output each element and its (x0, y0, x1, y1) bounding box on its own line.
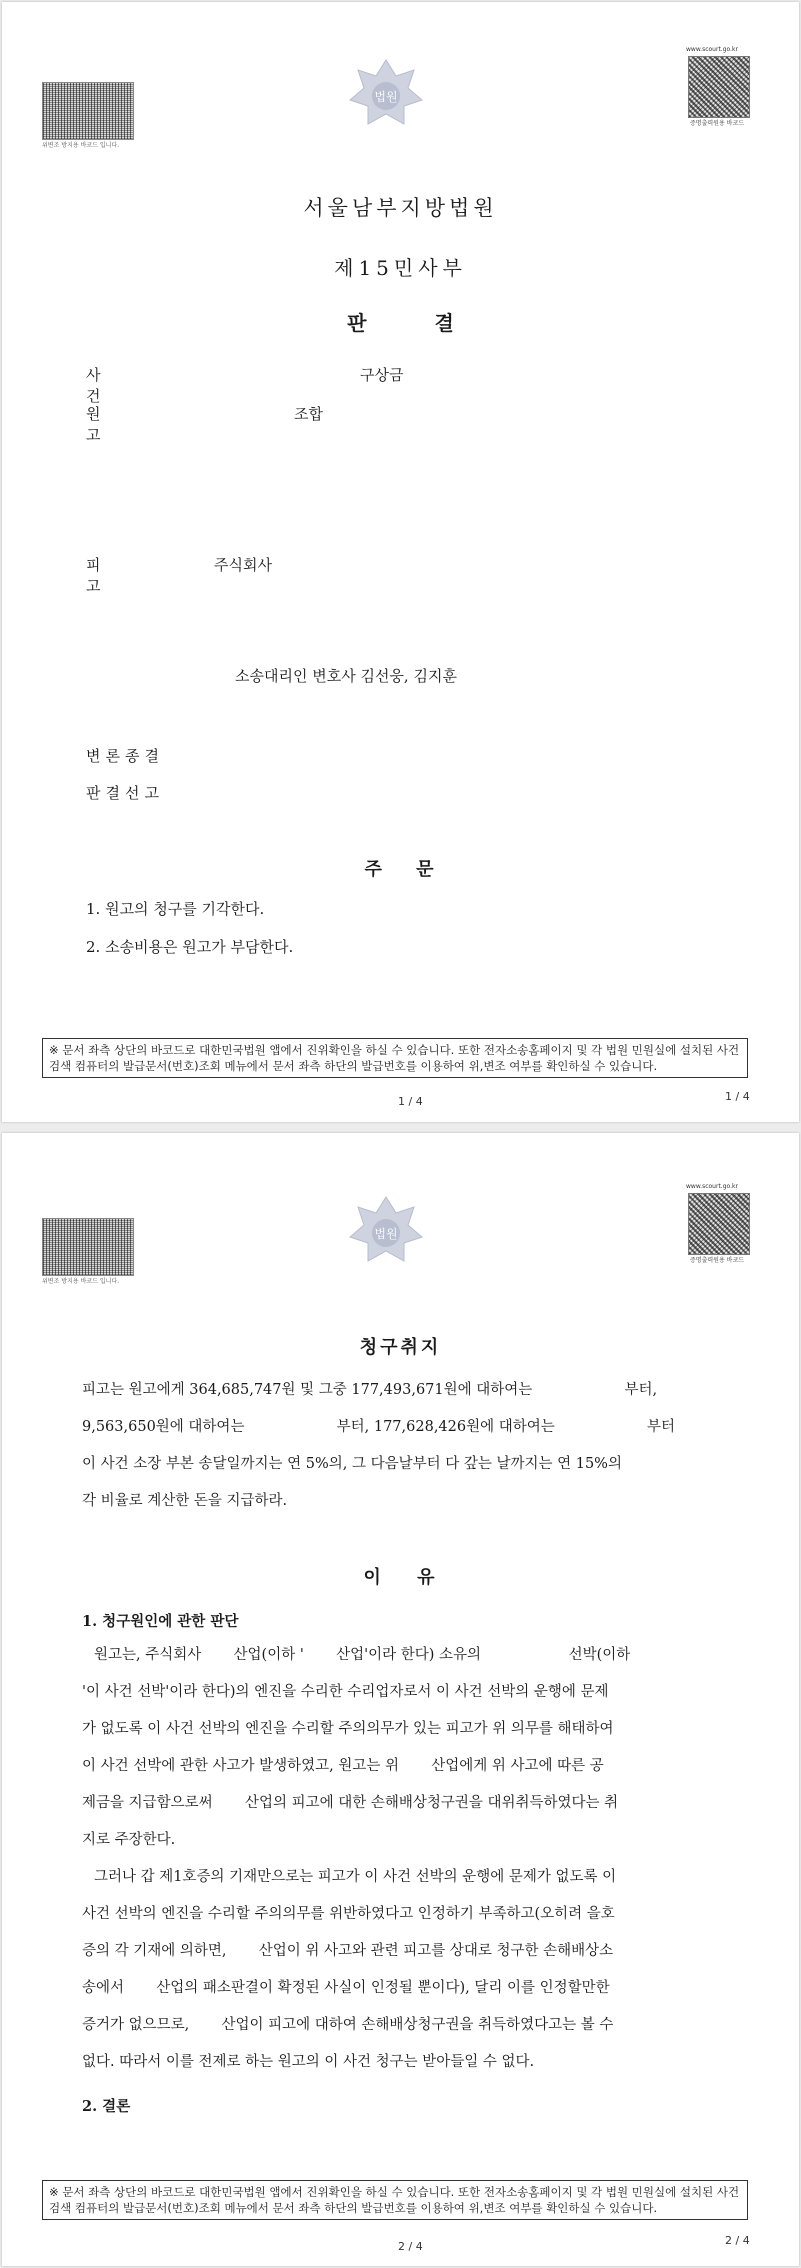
reason-body (82, 1637, 702, 2081)
svg-text:법원: 법원 (374, 90, 398, 104)
defendant-value: 주식회사 (214, 556, 272, 574)
authenticity-notice: ※ 문서 좌측 상단의 바코드로 대한민국법원 앱에서 진위확인을 하실 수 있습니다. 또한 전자소송홈페이지 및 각 법원 민원실에 설치된 사건검색 컴퓨터의 발급문서(번호)조회 메뉴에서 문서 좌측 하단의 발급번호를 이용하여 위,변조 여부를 확인하실 수 있습니다. (42, 1038, 748, 1078)
reason-line: 지로 주장한다. (82, 1832, 176, 1848)
court-name: 서울남부지방법원 (303, 196, 498, 220)
barcode-caption: 위변조 방지용 바코드 입니다. (42, 142, 120, 149)
page-number-right: 2 / 4 (725, 2234, 750, 2247)
page-number: 2 / 4 (398, 2240, 423, 2253)
plaintiff-label: 원 고 (86, 405, 131, 444)
section-1-title: 1. 청구원인에 관한 판단 (82, 1613, 239, 1630)
claim-line: 이 사건 소장 부본 송달일까지는 연 5%의, 그 다음날부터 다 갚는 날까지는 연 15%의 (82, 1456, 622, 1472)
reason-line: 제금을 지급함으로써 산업의 피고에 대한 손해배상청구권을 대위취득하였다는 취 (82, 1795, 619, 1811)
qr-code (688, 1193, 750, 1255)
verification-barcode (42, 1218, 134, 1276)
qr-url: www.scourt.go.kr (686, 46, 738, 53)
case-label: 사 건 (86, 366, 131, 405)
counsel: 소송대리인 변호사 김선웅, 김지훈 (235, 667, 457, 685)
reason-line: '이 사건 선박'이라 한다)의 엔진을 수리한 수리업자로서 이 사건 선박의 운행에 문제 (82, 1684, 609, 1700)
division-name: 제15민사부 (334, 256, 467, 280)
order-item-2: 2. 소송비용은 원고가 부담한다. (86, 938, 294, 956)
reason-line: 이 사건 선박에 관한 사고가 발생하였고, 원고는 위 산업에게 위 사고에 따른 공 (82, 1758, 604, 1774)
document-page-1 (2, 2, 799, 1122)
reason-line: 없다. 따라서 이를 전제로 하는 원고의 이 사건 청구는 받아들일 수 없다. (82, 2054, 535, 2070)
qr-caption: 증명출력원용 바코드 (690, 1257, 745, 1264)
court-emblem-icon (346, 56, 426, 136)
plaintiff-value: 조합 (294, 405, 323, 423)
closing-date-label: 변론종결 (86, 747, 164, 765)
qr-caption: 증명출력원용 바코드 (690, 120, 745, 127)
case-value: 구상금 (360, 366, 404, 384)
authenticity-notice: ※ 문서 좌측 상단의 바코드로 대한민국법원 앱에서 진위확인을 하실 수 있습니다. 또한 전자소송홈페이지 및 각 법원 민원실에 설치된 사건검색 컴퓨터의 발급문서(번호)조회 메뉴에서 문서 좌측 하단의 발급번호를 이용하여 위,변조 여부를 확인하실 수 있습니다. (42, 2180, 748, 2220)
document-page-2 (2, 1133, 799, 2266)
claim-line: 각 비율로 계산한 돈을 지급하라. (82, 1493, 288, 1509)
reason-line: 증거가 없으므로, 산업이 피고에 대하여 손해배상청구권을 취득하였다고는 볼 수 (82, 2017, 614, 2033)
claim-heading: 청구취지 (359, 1337, 442, 1358)
page-number: 1 / 4 (398, 1095, 423, 1108)
verdict-date-label: 판결선고 (86, 784, 164, 802)
verification-barcode (42, 82, 134, 140)
page-number-right: 1 / 4 (725, 1090, 750, 1103)
reason-line: 송에서 산업의 패소판결이 확정된 사실이 인정될 뿐이다), 달리 이를 인정할만한 (82, 1980, 610, 1996)
claim-line: 피고는 원고에게 364,685,747원 및 그중 177,493,671원에 대하여는 부터, (82, 1382, 658, 1398)
claim-line: 9,563,650원에 대하여는 부터, 177,628,426원에 대하여는 부터 (82, 1419, 675, 1435)
reason-line: 가 없도록 이 사건 선박의 엔진을 수리할 주의의무가 있는 피고가 위 의무를 해태하여 (82, 1721, 614, 1737)
order-item-1: 1. 원고의 청구를 기각한다. (86, 900, 265, 918)
qr-code (688, 56, 750, 118)
reason-line: 원고는, 주식회사 산업(이하 ' 산업'이라 한다) 소유의 선박(이하 (94, 1647, 631, 1663)
barcode-caption: 위변조 방지용 바코드 입니다. (42, 1278, 120, 1285)
reason-line: 증의 각 기재에 의하면, 산업이 위 사고와 관련 피고를 상대로 청구한 손해배상소 (82, 1943, 614, 1959)
claim-body (82, 1372, 702, 1520)
qr-url: www.scourt.go.kr (686, 1183, 738, 1190)
reason-line: 사건 선박의 엔진을 수리할 주의의무를 위반하였다고 인정하기 부족하고(오히려 을호 (82, 1906, 615, 1922)
reason-heading: 이 유 (363, 1567, 438, 1588)
section-2-title: 2. 결론 (82, 2098, 131, 2115)
reason-line: 그러나 갑 제1호증의 기재만으로는 피고가 이 사건 선박의 운행에 문제가 없도록 이 (94, 1869, 617, 1885)
judgment-title: 판 결 (347, 311, 454, 335)
court-emblem-icon (346, 1193, 426, 1273)
svg-text:법원: 법원 (374, 1227, 398, 1241)
defendant-label: 피 고 (86, 556, 131, 595)
order-heading: 주 문 (364, 859, 437, 880)
